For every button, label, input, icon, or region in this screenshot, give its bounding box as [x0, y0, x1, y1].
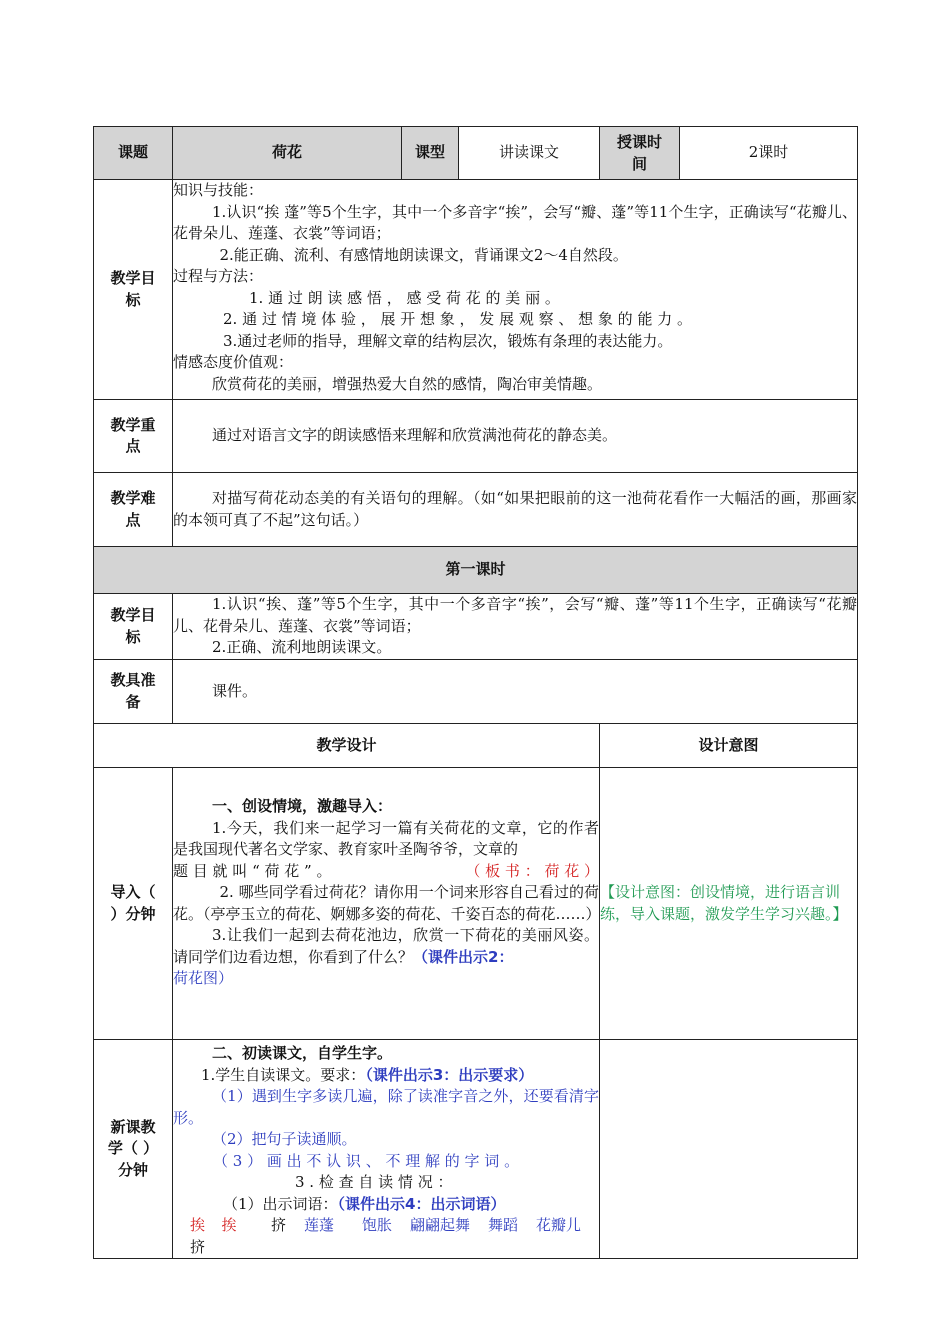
vocab-word-pair — [190, 1215, 286, 1258]
newlesson-s3-1: （1）出示词语： — [223, 1194, 338, 1213]
lesson1-objectives-label-text: 教学目标 — [110, 606, 156, 646]
vocab-red: 挨挨 — [190, 1216, 253, 1234]
objectives-label-text: 教学目标 — [110, 269, 156, 309]
key-points-text: 通过对语言文字的朗读感悟来理解和欣赏满池荷花的静态美。 — [173, 400, 858, 473]
newlesson-r1: （1）遇到生字多读几遍，除了读准字音之外，还要看清字形。 — [173, 1087, 599, 1127]
vocab-word: 翩翩起舞 — [410, 1216, 471, 1234]
newlesson-intent — [600, 1040, 858, 1259]
intro-p3-ppt2: 荷花图） — [173, 969, 234, 987]
intro-board-note: （ 板 书 ： 荷 花 ） — [465, 861, 599, 880]
header-row — [94, 127, 858, 180]
vocab-word: 花瓣儿 — [536, 1216, 582, 1234]
vocab-word: 莲蓬 — [304, 1216, 335, 1234]
intent-label: 设计意图 — [600, 724, 858, 768]
knowledge-title: 知识与技能： — [173, 181, 264, 199]
design-header-row — [94, 724, 858, 768]
vocab-word: 饱胀 — [362, 1216, 393, 1234]
intro-p1-line — [173, 861, 599, 883]
vocab-word: 舞蹈 — [488, 1216, 519, 1234]
lesson1-objective-2: 2.正确、流利地朗读课文。 — [212, 638, 392, 657]
newlesson-s1: 1.学生自读课文。要求： — [201, 1065, 366, 1084]
newlesson-content — [173, 1040, 600, 1259]
objectives-content — [173, 180, 858, 400]
difficulties-text: 对描写荷花动态美的有关语句的理解。（如“如果把眼前的这一池荷花看作一大幅活的画，那画家的本领可真了不起”这句话。） — [173, 473, 858, 547]
process-3: 3.通过老师的指导，理解文章的结构层次，锻炼有条理的表达能力。 — [223, 331, 673, 350]
intro-p1: 1.今天，我们来一起学习一篇有关荷花的文章，它的作者是我国现代著名文学家、教育家叶圣陶爷爷，文章的 — [173, 818, 599, 858]
lesson1-objective-1: 1.认识“挨、蓬”等5个生字，其中一个多音字“挨”，会写“瓣、蓬”等11个生字，正确读写“花瓣儿、花骨朵儿、莲蓬、衣裳”等词语； — [173, 595, 857, 635]
vocab-list — [173, 1215, 599, 1258]
intro-p2: 2. 哪些同学看过荷花？请你用一个词来形容自己看过的荷花。（亭亭玉立的荷花、婀娜多姿的荷花、千姿百态的荷花……） — [173, 883, 601, 923]
vocab-black: 挤挤 — [190, 1216, 286, 1256]
newlesson-r3: （ 3 ） 画 出 不 认 识 、 不 理 解 的 字 词 。 — [213, 1151, 520, 1170]
intro-heading: 一、创设情境，激趣导入： — [212, 797, 393, 815]
process-title: 过程与方法： — [173, 267, 264, 285]
intro-label — [94, 768, 173, 1040]
tools-label-text: 教具准备 — [110, 671, 156, 711]
difficulties-label — [94, 473, 173, 547]
topic-value: 荷花 — [173, 127, 402, 180]
key-points-label — [94, 400, 173, 473]
time-value: 2课时 — [680, 127, 858, 180]
tools-text: 课件。 — [173, 660, 858, 724]
newlesson-heading: 二、初读课文，自学生字。 — [212, 1044, 393, 1062]
newlesson-label-text: 新课教学（ ）分钟 — [107, 1117, 159, 1179]
intro-row — [94, 768, 858, 1040]
newlesson-s3-1-wrap — [173, 1194, 599, 1216]
process-2: 2. 通 过 情 境 体 验 ， 展 开 想 象 ， 发 展 观 察 、 想 象 的 能 力 。 — [223, 310, 692, 328]
lesson1-objectives-content — [173, 594, 858, 660]
design-label: 教学设计 — [94, 724, 600, 768]
lesson1-objectives-row — [94, 594, 858, 660]
lesson1-title: 第一课时 — [94, 547, 858, 594]
type-label: 课型 — [402, 127, 459, 180]
newlesson-s1-ppt: （课件出示3：出示要求） — [365, 1065, 534, 1084]
tools-row — [94, 660, 858, 724]
difficulties-row — [94, 473, 858, 547]
difficulties-label-text: 教学难点 — [110, 489, 156, 529]
intro-p1-tail: 题 目 就 叫 “ 荷 花 ” 。 — [173, 861, 332, 880]
emotion-title: 情感态度价值观： — [173, 353, 294, 371]
objectives-row — [94, 180, 858, 400]
newlesson-label — [94, 1040, 173, 1259]
intro-p3-ppt: （课件出示2： — [413, 947, 514, 966]
emotion-1: 欣赏荷花的美丽，增强热爱大自然的感情，陶冶审美情趣。 — [212, 374, 603, 393]
process-1: 1. 通 过 朗 读 感 悟 ， 感 受 荷 花 的 美 丽 。 — [249, 288, 560, 307]
newlesson-r2: （2）把句子读通顺。 — [212, 1130, 357, 1148]
objectives-label — [94, 180, 173, 400]
lesson-plan-table — [93, 126, 858, 1259]
newlesson-s3-ppt: （课件出示4：出示词语） — [337, 1194, 506, 1213]
topic-label: 课题 — [94, 127, 173, 180]
tools-label — [94, 660, 173, 724]
key-points-row — [94, 400, 858, 473]
time-label: 授课时间 — [600, 127, 680, 180]
newlesson-s1-wrap — [173, 1065, 599, 1087]
knowledge-1: 1.认识“挨 蓬”等5个生字，其中一个多音字“挨”，会写“瓣、蓬”等11个生字，正确读写“花瓣儿、花骨朵儿、莲蓬、衣裳”等词语； — [173, 202, 857, 242]
key-points-label-text: 教学重点 — [110, 415, 156, 455]
type-value: 讲读课文 — [459, 127, 600, 180]
intro-label-text: 导入（ ）分钟 — [110, 883, 156, 923]
lesson1-title-row — [94, 547, 858, 594]
newlesson-s3: 3 . 检 查 自 读 情 况 ： — [295, 1173, 453, 1191]
knowledge-2: 2.能正确、流利、有感情地朗读课文，背诵课文2～4自然段。 — [219, 245, 628, 264]
intro-intent: 【设计意图：创设情境，进行语言训练，导入课题，激发学生学习兴趣。】 — [600, 768, 858, 1040]
intro-p3-wrap — [173, 925, 599, 968]
intro-p3: 3.让我们一起到去荷花池边，欣赏一下荷花的美丽风姿。请同学们边看边想，你看到了什么？ — [173, 926, 599, 966]
lesson1-objectives-label — [94, 594, 173, 660]
newlesson-row — [94, 1040, 858, 1259]
intro-content — [173, 768, 600, 1040]
